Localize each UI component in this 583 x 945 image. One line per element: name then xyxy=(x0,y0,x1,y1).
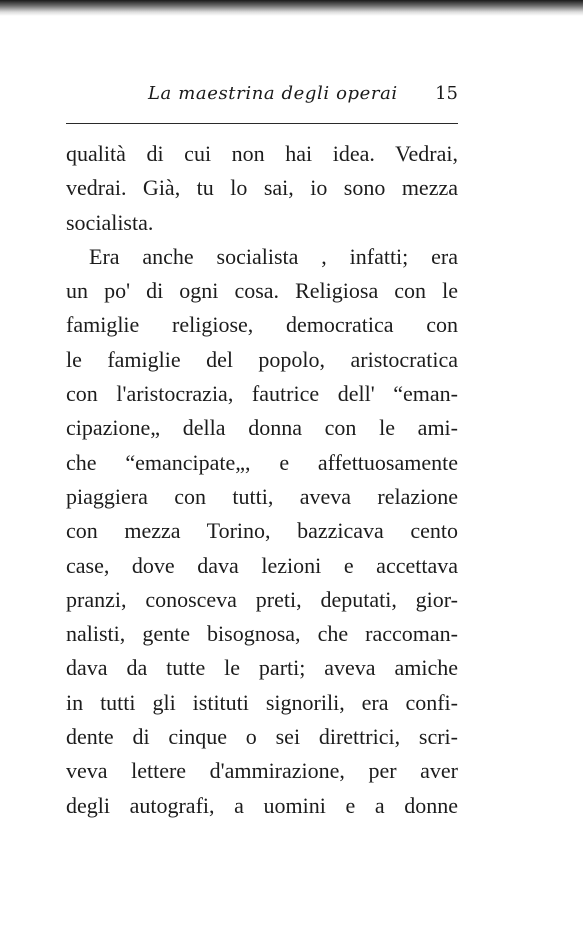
scan-edge-shadow xyxy=(0,0,583,16)
text-line: che “emancipate„, e affettuosamente xyxy=(66,449,458,475)
text-line: le famiglie del popolo, aristocratica xyxy=(66,346,458,372)
text-line: cipazione„ della donna con le ami- xyxy=(66,415,458,441)
running-head xyxy=(66,83,458,111)
body-text xyxy=(66,137,458,823)
header-rule xyxy=(66,123,458,124)
text-line: in tutti gli istituti signorili, era confi- xyxy=(66,689,458,715)
text-line: pranzi, conosceva preti, deputati, gior- xyxy=(66,586,458,612)
text-line: vedrai. Già, tu lo sai, io sono mezza xyxy=(66,175,458,201)
text-line: con mezza Torino, bazzicava cento xyxy=(66,518,458,544)
text-line: nalisti, gente bisognosa, che raccoman- xyxy=(66,621,458,647)
text-line: socialista. xyxy=(66,209,154,235)
text-line: dava da tutte le parti; aveva amiche xyxy=(66,655,458,681)
text-line: famiglie religiose, democratica con xyxy=(66,312,458,338)
text-line: dente di cinque o sei direttrici, scri- xyxy=(66,724,458,750)
page-number: 15 xyxy=(435,83,458,104)
running-title: La maestrina degli operai xyxy=(148,83,398,104)
text-line: qualità di cui non hai idea. Vedrai, xyxy=(66,141,458,166)
text-line: con l'aristocrazia, fautrice dell' “eman- xyxy=(66,381,458,407)
text-line: case, dove dava lezioni e accettava xyxy=(66,552,458,578)
text-line: un po' di ogni cosa. Religiosa con le xyxy=(66,278,458,304)
text-line: veva lettere d'ammirazione, per aver xyxy=(66,758,458,784)
text-line: Era anche socialista , infatti; era xyxy=(89,243,458,269)
text-line: piaggiera con tutti, aveva relazione xyxy=(66,483,458,509)
text-line: degli autografi, a uomini e a donne xyxy=(66,792,458,818)
